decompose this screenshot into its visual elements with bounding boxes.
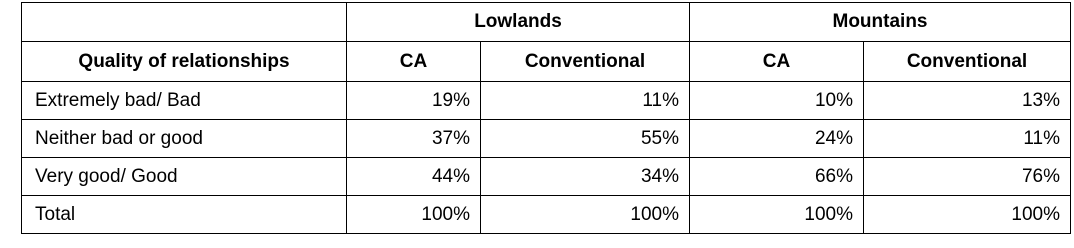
column-header-quality: Quality of relationships bbox=[22, 42, 347, 82]
cell-mountains-conventional: 13% bbox=[864, 82, 1071, 120]
table-row bbox=[22, 158, 1071, 196]
group-header-row bbox=[22, 3, 1071, 42]
cell-lowlands-ca: 100% bbox=[347, 196, 481, 234]
column-header-lowlands-ca: CA bbox=[347, 42, 481, 82]
cell-mountains-conventional: 11% bbox=[864, 120, 1071, 158]
column-header-lowlands-conventional: Conventional bbox=[481, 42, 690, 82]
cell-lowlands-conventional: 34% bbox=[481, 158, 690, 196]
row-label: Very good/ Good bbox=[22, 158, 347, 196]
cell-lowlands-conventional: 55% bbox=[481, 120, 690, 158]
cell-lowlands-ca: 44% bbox=[347, 158, 481, 196]
group-header-mountains: Mountains bbox=[690, 3, 1071, 42]
group-header-lowlands: Lowlands bbox=[347, 3, 690, 42]
row-label: Neither bad or good bbox=[22, 120, 347, 158]
cell-mountains-ca: 66% bbox=[690, 158, 864, 196]
table-row bbox=[22, 120, 1071, 158]
cell-mountains-ca: 10% bbox=[690, 82, 864, 120]
cell-lowlands-ca: 37% bbox=[347, 120, 481, 158]
row-label: Total bbox=[22, 196, 347, 234]
cell-mountains-ca: 100% bbox=[690, 196, 864, 234]
cell-mountains-conventional: 100% bbox=[864, 196, 1071, 234]
cell-lowlands-conventional: 11% bbox=[481, 82, 690, 120]
table-row bbox=[22, 82, 1071, 120]
group-header-empty bbox=[22, 3, 347, 42]
column-header-mountains-conventional: Conventional bbox=[864, 42, 1071, 82]
column-header-row bbox=[22, 42, 1071, 82]
data-table-container bbox=[21, 2, 1071, 234]
cell-lowlands-conventional: 100% bbox=[481, 196, 690, 234]
cell-mountains-conventional: 76% bbox=[864, 158, 1071, 196]
cell-lowlands-ca: 19% bbox=[347, 82, 481, 120]
row-label: Extremely bad/ Bad bbox=[22, 82, 347, 120]
cell-mountains-ca: 24% bbox=[690, 120, 864, 158]
relationships-table bbox=[21, 2, 1071, 234]
table-row-total bbox=[22, 196, 1071, 234]
column-header-mountains-ca: CA bbox=[690, 42, 864, 82]
